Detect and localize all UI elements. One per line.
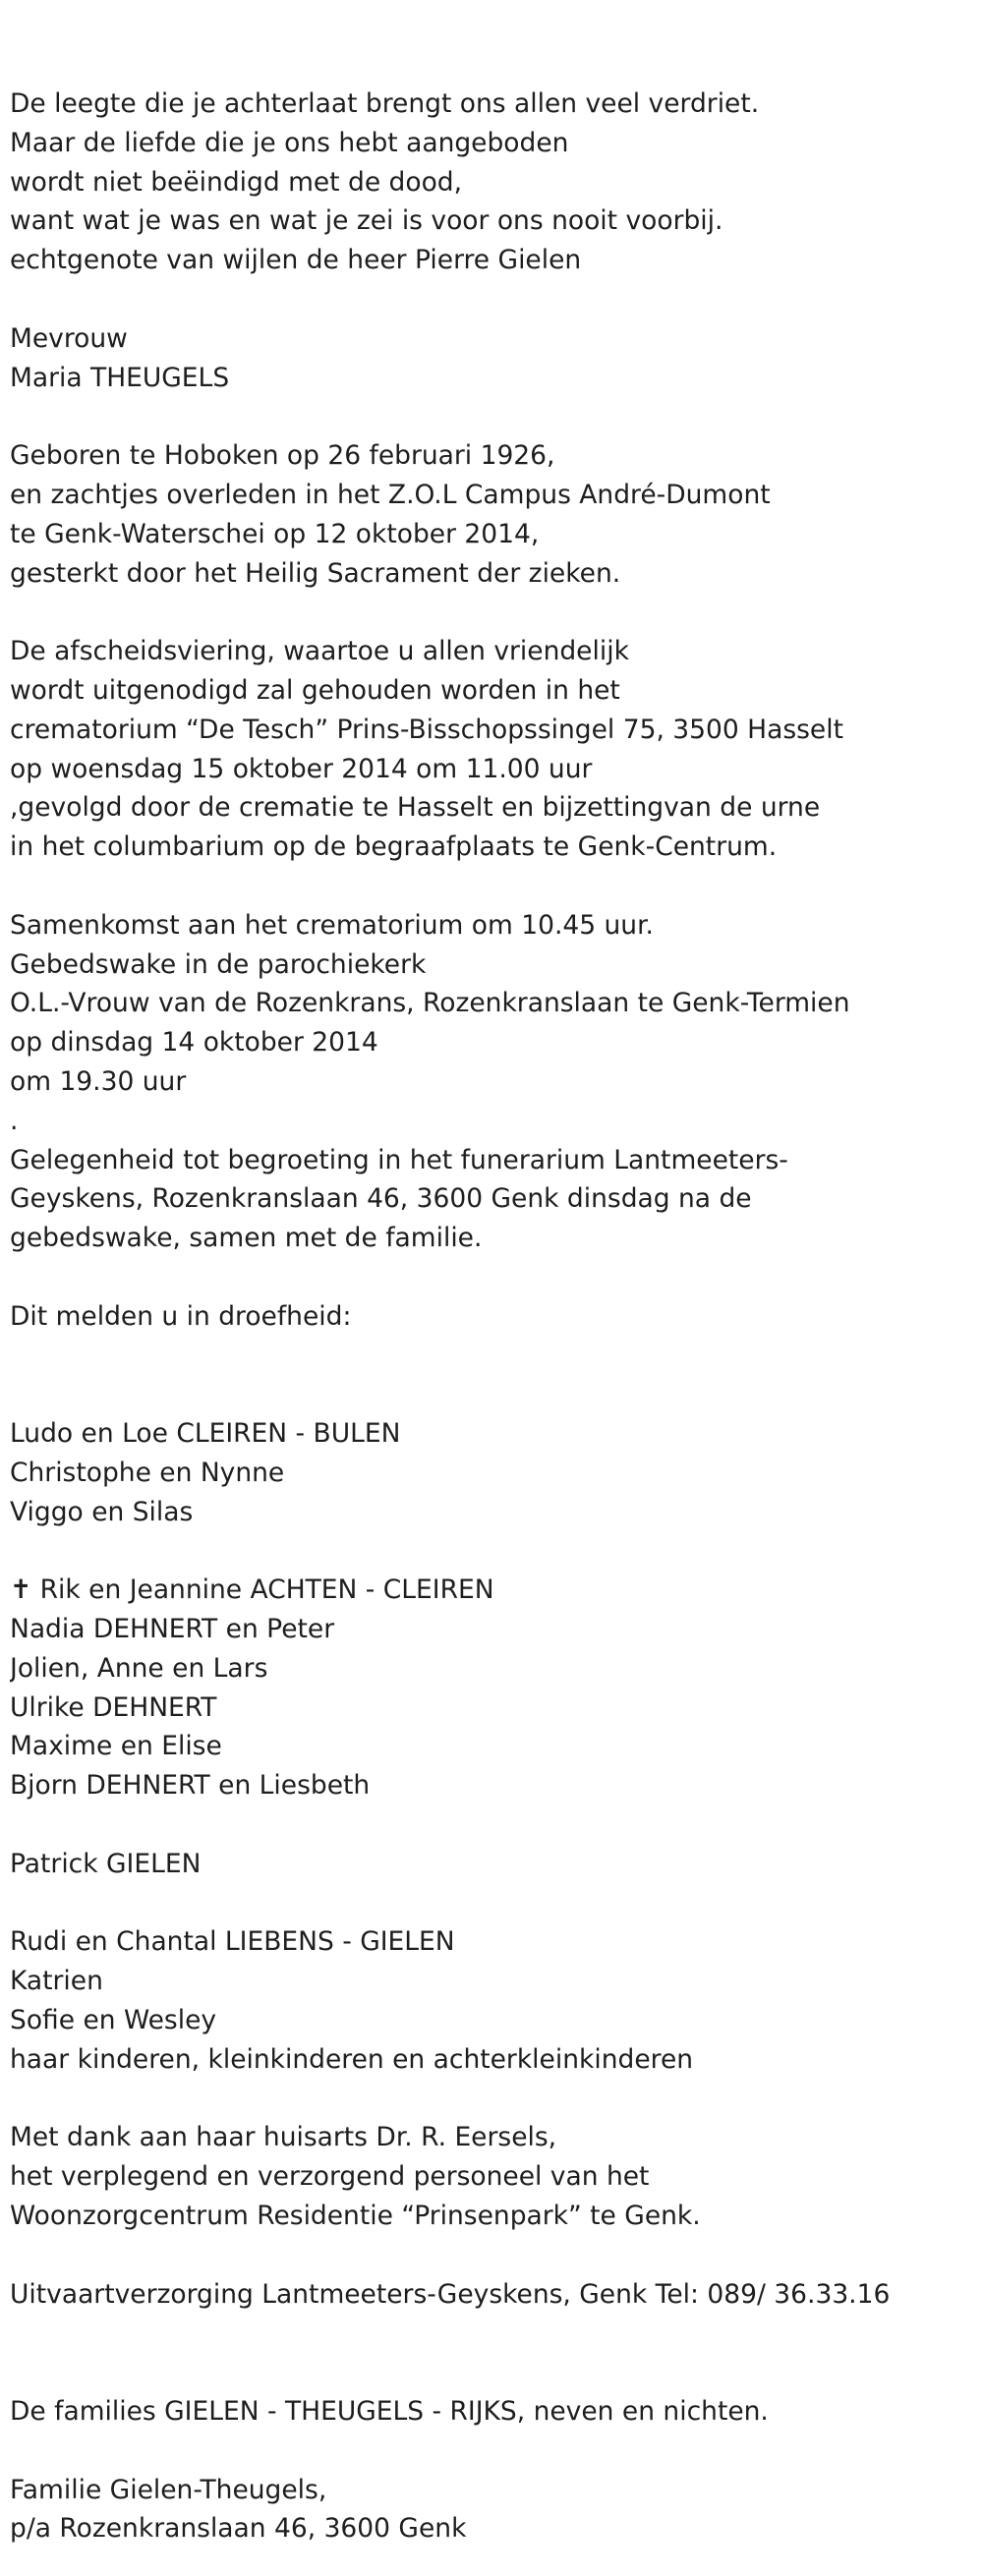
text-line: De families GIELEN - THEUGELS - RIJKS, neven en nichten. [10, 2396, 769, 2428]
text-line: gesterkt door het Heilig Sacrament der zieken. [10, 557, 621, 589]
text-line: Samenkomst aan het crematorium om 10.45 uur. [10, 909, 654, 941]
family-line: Bjorn DEHNERT en Liesbeth [10, 1770, 371, 1802]
blank-line [10, 1337, 973, 1376]
blank-line [10, 280, 973, 319]
family-line: Nadia DEHNERT en Peter [10, 1614, 335, 1645]
text-line: Gelegenheid tot begroeting in het funerarium Lantmeeters- [10, 1144, 788, 1175]
text-line: wordt niet beëindigd met de dood, [10, 166, 463, 198]
family-line: Ludo en Loe CLEIREN - BULEN [10, 1418, 401, 1450]
deceased-name: Maria THEUGELS [10, 362, 230, 393]
family-line: Patrick GIELEN [10, 1848, 202, 1879]
family-line: haar kinderen, kleinkinderen en achterkleinkinderen [10, 2043, 694, 2075]
family-line: Maxime en Elise [10, 1731, 222, 1762]
blank-line [10, 1531, 973, 1571]
blank-line [10, 1258, 973, 1297]
text-line: Geboren te Hoboken op 26 februari 1926, [10, 440, 555, 472]
family-line: Katrien [10, 1966, 103, 1997]
blank-line [10, 1884, 973, 1923]
honorific: Mevrouw [10, 322, 128, 354]
family-line: Viggo en Silas [10, 1496, 194, 1527]
blank-line [10, 397, 973, 436]
text-line: De afscheidsviering, waartoe u allen vriendelijk [10, 636, 629, 667]
family-line: Ulrike DEHNERT [10, 1691, 217, 1723]
blank-line [10, 1805, 973, 1845]
family-line: ✝ Rik en Jeannine ACHTEN - CLEIREN [10, 1574, 494, 1606]
text-line: p/a Rozenkranslaan 46, 3600 Genk [10, 2513, 467, 2545]
text-line: om 19.30 uur [10, 1065, 187, 1097]
text-line: Gebedswake in de parochiekerk [10, 948, 427, 980]
text-line: ,gevolgd door de crematie te Hasselt en bijzettingvan de urne [10, 792, 821, 824]
text-line: te Genk-Waterschei op 12 oktober 2014, [10, 518, 540, 549]
blank-line [10, 2236, 973, 2275]
blank-line [10, 2314, 973, 2353]
family-line: Sofie en Wesley [10, 2005, 217, 2036]
text-line: O.L.-Vrouw van de Rozenkrans, Rozenkranslaan te Genk-Termien [10, 988, 850, 1019]
text-line: wordt uitgenodigd zal gehouden worden in het [10, 674, 620, 706]
family-line: Rudi en Chantal LIEBENS - GIELEN [10, 1926, 455, 1958]
text-line: en zachtjes overleden in het Z.O.L Campus André-Dumont [10, 479, 771, 510]
obituary-text [10, 85, 973, 2548]
text-line: crematorium “De Tesch” Prins-Bisschopssingel 75, 3500 Hasselt [10, 714, 843, 745]
text-line: Woonzorgcentrum Residentie “Prinsenpark” te Genk. [10, 2201, 701, 2232]
text-line: Familie Gielen-Theugels, [10, 2474, 327, 2505]
text-line: Met dank aan haar huisarts Dr. R. Eersels, [10, 2122, 557, 2153]
blank-line [10, 593, 973, 632]
text-line: Geyskens, Rozenkranslaan 46, 3600 Genk dinsdag na de [10, 1183, 752, 1215]
text-line: De leegte die je achterlaat brengt ons allen veel verdriet. [10, 88, 760, 119]
text-line: want wat je was en wat je zei is voor ons nooit voorbij. [10, 205, 723, 237]
text-line: het verplegend en verzorgend personeel van het [10, 2161, 650, 2193]
blank-line [10, 1375, 973, 1414]
text-line: Uitvaartverzorging Lantmeeters-Geyskens, Genk Tel: 089/ 36.33.16 [10, 2278, 891, 2310]
family-line: Christophe en Nynne [10, 1457, 285, 1488]
family-line: Jolien, Anne en Lars [10, 1652, 268, 1684]
text-line: op woensdag 15 oktober 2014 om 11.00 uur [10, 753, 593, 784]
blank-line [10, 2353, 973, 2392]
blank-line [10, 2432, 973, 2471]
text-line: Maar de liefde die je ons hebt aangeboden [10, 127, 569, 158]
text-line: gebedswake, samen met de familie. [10, 1223, 483, 1254]
text-line: echtgenote van wijlen de heer Pierre Gielen [10, 245, 582, 276]
text-line: Dit melden u in droefheid: [10, 1300, 352, 1332]
text-line: . [10, 1105, 19, 1136]
text-line: in het columbarium op de begraafplaats te Genk-Centrum. [10, 831, 778, 863]
blank-line [10, 867, 973, 906]
text-line: op dinsdag 14 oktober 2014 [10, 1027, 378, 1059]
blank-line [10, 2080, 973, 2119]
